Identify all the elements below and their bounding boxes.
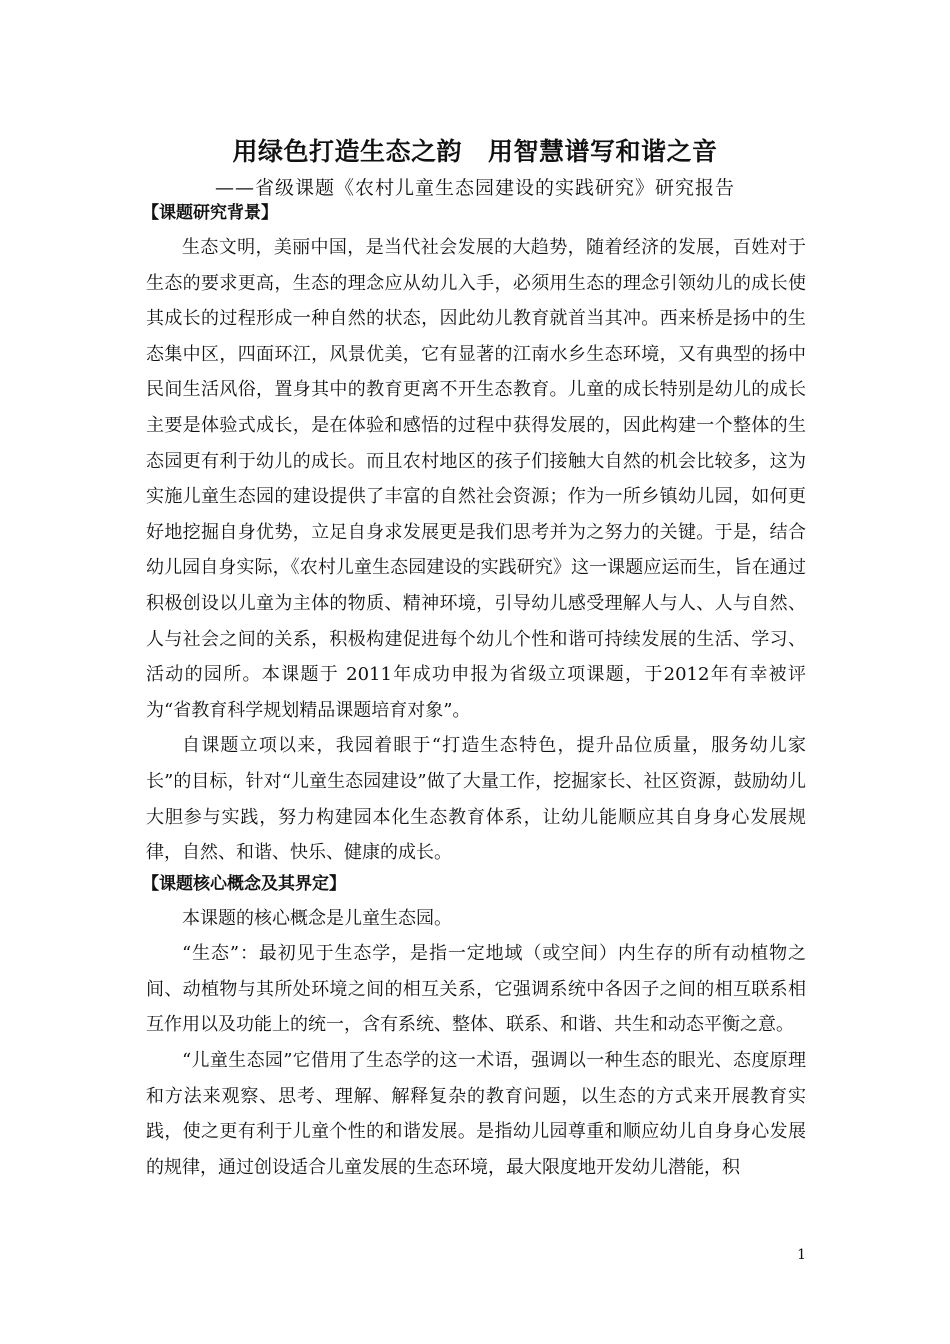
paragraph: 生态文明，美丽中国，是当代社会发展的大趋势，随着经济的发展，百姓对于生态的要求更高，生态的理念应从幼儿入手，必须用生态的理念引领幼儿的成长使其成长的过程形成一种自然的状态，因此幼儿教育就首当其冲。西来桥是扬中的生态集中区，四面环江，风景优美，它有显著的江南水乡生态环境，又有典型的扬中民间生活风俗，置身其中的教育更离不开生态教育。儿童的成长特别是幼儿的成长主要是体验式成长，是在体验和感悟的过程中获得发展的，因此构建一个整体的生态园更有利于幼儿的成长。而且农村地区的孩子们接触大自然的机会比较多，这为实施儿童生态园的建设提供了丰富的自然社会资源；作为一所乡镇幼儿园，如何更好地挖掘自身优势，立足自身求发展更是我们思考并为之努力的关键。于是，结合幼儿园自身实际，《农村儿童生态园建设的实践研究》这一课题应运而生，旨在通过积极创设以儿童为主体的物质、精神环境，引导幼儿感受理解人与人、人与自然、人与社会之间的关系，积极构建促进每个幼儿个性和谐可持续发展的生活、学习、活动的园所。本课题于 2011年成功申报为省级立项课题，于2012年有幸被评为“省教育科学规划精品课题培育对象”。 bbox=[146, 237, 806, 721]
document-body bbox=[142, 202, 806, 1185]
paragraph: 自课题立项以来，我园着眼于“打造生态特色，提升品位质量，服务幼儿家长”的目标，针对“儿童生态园建设”做了大量工作，挖掘家长、社区资源，鼓励幼儿大胆参与实践，努力构建园本化生态教育体系，让幼儿能顺应其自身身心发展规律，自然、和谐、快乐、健康的成长。 bbox=[146, 735, 806, 864]
report-title bbox=[0, 132, 950, 168]
title-part-1: 用绿色打造生态之韵 bbox=[232, 137, 462, 166]
section-heading-core-concept: 【课题核心概念及其界定】 bbox=[142, 873, 346, 894]
paragraph: 本课题的核心概念是儿童生态园。 bbox=[182, 907, 452, 929]
paragraph: “生态”：最初见于生态学，是指一定地域（或空间）内生存的所有动植物之间、动植物与其所处环境之间的相互关系，它强调系统中各因子之间的相互联系相互作用以及功能上的统一，含有系统、整体、联系、和谐、共生和动态平衡之意。 bbox=[146, 943, 806, 1036]
report-subtitle: ——省级课题《农村儿童生态园建设的实践研究》研究报告 bbox=[214, 177, 735, 199]
paragraph: “儿童生态园”它借用了生态学的这一术语，强调以一种生态的眼光、态度原理和方法来观察、思考、理解、解释复杂的教育问题，以生态的方式来开展教育实践，使之更有利于儿童个性的和谐发展。是指幼儿园尊重和顺应幼儿自身身心发展的规律，通过创设适合儿童发展的生态环境，最大限度地开发幼儿潜能，积 bbox=[146, 1050, 806, 1178]
page-number: 1 bbox=[797, 1247, 806, 1263]
title-part-2: 用智慧谱写和谐之音 bbox=[488, 137, 718, 166]
section-heading-background: 【课题研究背景】 bbox=[142, 203, 278, 223]
